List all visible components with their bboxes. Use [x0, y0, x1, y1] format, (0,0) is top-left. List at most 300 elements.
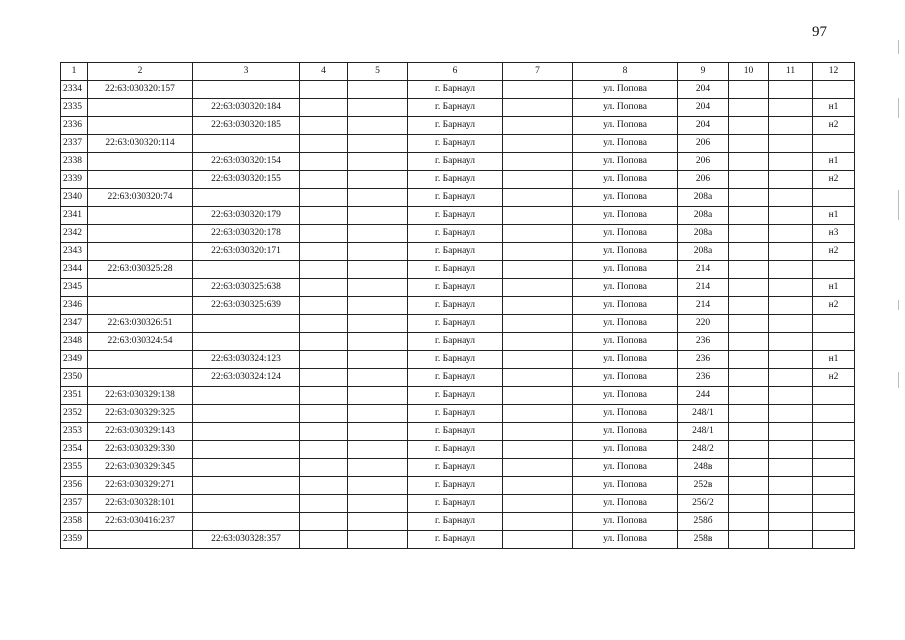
table-cell-col-7	[503, 117, 573, 135]
table-cell-col-8: ул. Попова	[573, 369, 678, 387]
column-header-5: 5	[348, 63, 408, 81]
table-cell-col-3	[193, 189, 300, 207]
table-row	[61, 531, 855, 549]
table-cell-col-5	[348, 459, 408, 477]
table-cell-col-1: 2339	[61, 171, 88, 189]
table-cell-col-10	[729, 243, 769, 261]
table-cell-col-9: 248в	[678, 459, 729, 477]
table-cell-col-9: 206	[678, 135, 729, 153]
table-cell-col-9: 256/2	[678, 495, 729, 513]
table-row	[61, 387, 855, 405]
table-cell-col-1: 2355	[61, 459, 88, 477]
table-cell-col-9: 236	[678, 333, 729, 351]
table-cell-col-3: 22:63:030328:357	[193, 531, 300, 549]
table-cell-col-1: 2350	[61, 369, 88, 387]
table-cell-col-2	[88, 153, 193, 171]
table-row	[61, 441, 855, 459]
table-cell-col-2: 22:63:030329:325	[88, 405, 193, 423]
table-cell-col-7	[503, 495, 573, 513]
table-cell-col-11	[769, 99, 813, 117]
table-cell-col-11	[769, 441, 813, 459]
table-cell-col-12	[813, 135, 855, 153]
table-cell-col-7	[503, 81, 573, 99]
table-cell-col-5	[348, 171, 408, 189]
table-cell-col-2	[88, 225, 193, 243]
table-cell-col-7	[503, 207, 573, 225]
table-cell-col-9: 208а	[678, 207, 729, 225]
table-cell-col-7	[503, 441, 573, 459]
table-cell-col-6: г. Барнаул	[408, 261, 503, 279]
table-cell-col-2	[88, 351, 193, 369]
table-cell-col-11	[769, 243, 813, 261]
table-row	[61, 405, 855, 423]
table-cell-col-2: 22:63:030416:237	[88, 513, 193, 531]
table-cell-col-2: 22:63:030329:143	[88, 423, 193, 441]
table-cell-col-7	[503, 351, 573, 369]
table-cell-col-11	[769, 207, 813, 225]
table-cell-col-4	[300, 405, 348, 423]
table-row	[61, 117, 855, 135]
table-cell-col-12	[813, 423, 855, 441]
column-header-8: 8	[573, 63, 678, 81]
table-cell-col-6: г. Барнаул	[408, 495, 503, 513]
table-cell-col-6: г. Барнаул	[408, 333, 503, 351]
table-cell-col-10	[729, 333, 769, 351]
table-cell-col-8: ул. Попова	[573, 81, 678, 99]
table-cell-col-7	[503, 513, 573, 531]
table-row	[61, 207, 855, 225]
table-row	[61, 459, 855, 477]
table-cell-col-3	[193, 477, 300, 495]
table-cell-col-7	[503, 387, 573, 405]
scan-edge-mark	[898, 98, 899, 118]
table-cell-col-12	[813, 387, 855, 405]
table-cell-col-11	[769, 513, 813, 531]
column-header-7: 7	[503, 63, 573, 81]
table-cell-col-8: ул. Попова	[573, 279, 678, 297]
table-header-row	[61, 63, 855, 81]
table-cell-col-8: ул. Попова	[573, 333, 678, 351]
table-cell-col-8: ул. Попова	[573, 189, 678, 207]
table-cell-col-10	[729, 189, 769, 207]
table-cell-col-4	[300, 369, 348, 387]
table-cell-col-3: 22:63:030320:154	[193, 153, 300, 171]
table-cell-col-6: г. Барнаул	[408, 243, 503, 261]
table-row	[61, 513, 855, 531]
table-cell-col-6: г. Барнаул	[408, 99, 503, 117]
table-cell-col-1: 2353	[61, 423, 88, 441]
table-cell-col-9: 236	[678, 369, 729, 387]
table-cell-col-8: ул. Попова	[573, 243, 678, 261]
table-row	[61, 81, 855, 99]
table-cell-col-10	[729, 369, 769, 387]
table-cell-col-9: 206	[678, 171, 729, 189]
column-header-9: 9	[678, 63, 729, 81]
table-cell-col-1: 2359	[61, 531, 88, 549]
table-cell-col-8: ул. Попова	[573, 171, 678, 189]
table-cell-col-9: 204	[678, 117, 729, 135]
table-cell-col-9: 214	[678, 279, 729, 297]
table-cell-col-8: ул. Попова	[573, 351, 678, 369]
table-cell-col-4	[300, 207, 348, 225]
table-cell-col-4	[300, 495, 348, 513]
table-cell-col-8: ул. Попова	[573, 261, 678, 279]
page-number: 97	[812, 24, 827, 40]
scan-edge-mark	[898, 190, 899, 220]
table-cell-col-4	[300, 441, 348, 459]
table-cell-col-7	[503, 477, 573, 495]
table-cell-col-6: г. Барнаул	[408, 513, 503, 531]
table-cell-col-11	[769, 279, 813, 297]
table-cell-col-2: 22:63:030328:101	[88, 495, 193, 513]
table-cell-col-11	[769, 81, 813, 99]
table-cell-col-12	[813, 513, 855, 531]
table-cell-col-11	[769, 423, 813, 441]
table-cell-col-5	[348, 81, 408, 99]
table-cell-col-7	[503, 171, 573, 189]
table-cell-col-3	[193, 333, 300, 351]
table-cell-col-2	[88, 279, 193, 297]
column-header-6: 6	[408, 63, 503, 81]
table-cell-col-11	[769, 477, 813, 495]
table-cell-col-12: н2	[813, 243, 855, 261]
table-cell-col-2: 22:63:030320:157	[88, 81, 193, 99]
table-cell-col-1: 2351	[61, 387, 88, 405]
table-cell-col-11	[769, 225, 813, 243]
table-cell-col-5	[348, 477, 408, 495]
table-cell-col-2: 22:63:030329:345	[88, 459, 193, 477]
table-cell-col-11	[769, 117, 813, 135]
table-cell-col-11	[769, 351, 813, 369]
table-row	[61, 243, 855, 261]
table-cell-col-2	[88, 531, 193, 549]
table-cell-col-1: 2338	[61, 153, 88, 171]
table-cell-col-9: 236	[678, 351, 729, 369]
table-cell-col-12	[813, 531, 855, 549]
table-cell-col-9: 248/1	[678, 405, 729, 423]
table-cell-col-8: ул. Попова	[573, 297, 678, 315]
table-cell-col-3: 22:63:030320:178	[193, 225, 300, 243]
table-cell-col-7	[503, 423, 573, 441]
table-row	[61, 135, 855, 153]
table-cell-col-1: 2345	[61, 279, 88, 297]
table-cell-col-8: ул. Попова	[573, 477, 678, 495]
table-cell-col-4	[300, 153, 348, 171]
table-cell-col-11	[769, 495, 813, 513]
table-cell-col-7	[503, 243, 573, 261]
table-cell-col-9: 214	[678, 261, 729, 279]
table-cell-col-5	[348, 423, 408, 441]
table-cell-col-10	[729, 351, 769, 369]
table-cell-col-2: 22:63:030329:271	[88, 477, 193, 495]
table-cell-col-9: 258в	[678, 531, 729, 549]
table-cell-col-10	[729, 81, 769, 99]
table-cell-col-11	[769, 261, 813, 279]
table-cell-col-4	[300, 117, 348, 135]
table-cell-col-12: н2	[813, 297, 855, 315]
table-cell-col-3	[193, 261, 300, 279]
table-cell-col-9: 220	[678, 315, 729, 333]
table-row	[61, 225, 855, 243]
table-cell-col-6: г. Барнаул	[408, 441, 503, 459]
table-cell-col-1: 2352	[61, 405, 88, 423]
table-cell-col-9: 208а	[678, 189, 729, 207]
table-cell-col-10	[729, 297, 769, 315]
table-cell-col-4	[300, 423, 348, 441]
table-cell-col-2: 22:63:030329:138	[88, 387, 193, 405]
table-cell-col-2	[88, 99, 193, 117]
table-cell-col-6: г. Барнаул	[408, 351, 503, 369]
table-row	[61, 279, 855, 297]
table-cell-col-5	[348, 99, 408, 117]
table-cell-col-11	[769, 189, 813, 207]
table-cell-col-8: ул. Попова	[573, 441, 678, 459]
table-cell-col-4	[300, 261, 348, 279]
table-cell-col-6: г. Барнаул	[408, 477, 503, 495]
table-cell-col-3: 22:63:030324:124	[193, 369, 300, 387]
table-row	[61, 477, 855, 495]
table-cell-col-6: г. Барнаул	[408, 297, 503, 315]
table-cell-col-12: н1	[813, 351, 855, 369]
table-cell-col-2	[88, 171, 193, 189]
table-cell-col-6: г. Барнаул	[408, 81, 503, 99]
table-cell-col-1: 2336	[61, 117, 88, 135]
table-row	[61, 495, 855, 513]
column-header-11: 11	[769, 63, 813, 81]
table-cell-col-3	[193, 459, 300, 477]
scan-edge-mark	[898, 300, 899, 310]
table-cell-col-4	[300, 477, 348, 495]
column-header-2: 2	[88, 63, 193, 81]
table-cell-col-10	[729, 495, 769, 513]
table-cell-col-3: 22:63:030320:155	[193, 171, 300, 189]
table-cell-col-8: ул. Попова	[573, 459, 678, 477]
table-row	[61, 351, 855, 369]
table-cell-col-3	[193, 513, 300, 531]
table-cell-col-4	[300, 225, 348, 243]
table-cell-col-7	[503, 279, 573, 297]
table-cell-col-6: г. Барнаул	[408, 387, 503, 405]
table-cell-col-4	[300, 333, 348, 351]
table-row	[61, 171, 855, 189]
table-cell-col-11	[769, 315, 813, 333]
scan-edge-mark	[898, 40, 899, 54]
table-cell-col-10	[729, 315, 769, 333]
table-row	[61, 153, 855, 171]
table-cell-col-3	[193, 405, 300, 423]
table-cell-col-6: г. Барнаул	[408, 315, 503, 333]
table-cell-col-7	[503, 459, 573, 477]
table-cell-col-8: ул. Попова	[573, 531, 678, 549]
column-header-12: 12	[813, 63, 855, 81]
table-cell-col-6: г. Барнаул	[408, 135, 503, 153]
table-cell-col-5	[348, 279, 408, 297]
table-cell-col-10	[729, 513, 769, 531]
table-cell-col-8: ул. Попова	[573, 207, 678, 225]
table-cell-col-10	[729, 405, 769, 423]
table-cell-col-8: ул. Попова	[573, 117, 678, 135]
table-cell-col-12	[813, 81, 855, 99]
table-cell-col-3	[193, 423, 300, 441]
table-cell-col-1: 2346	[61, 297, 88, 315]
table-cell-col-7	[503, 405, 573, 423]
table-cell-col-5	[348, 135, 408, 153]
table-cell-col-6: г. Барнаул	[408, 153, 503, 171]
table-cell-col-8: ул. Попова	[573, 225, 678, 243]
table-cell-col-4	[300, 81, 348, 99]
table-cell-col-5	[348, 513, 408, 531]
table-cell-col-6: г. Барнаул	[408, 405, 503, 423]
table-cell-col-5	[348, 333, 408, 351]
table-cell-col-4	[300, 315, 348, 333]
table-cell-col-6: г. Барнаул	[408, 225, 503, 243]
table-cell-col-1: 2340	[61, 189, 88, 207]
table-cell-col-9: 204	[678, 81, 729, 99]
table-cell-col-12: н2	[813, 369, 855, 387]
table-cell-col-5	[348, 405, 408, 423]
table-cell-col-7	[503, 99, 573, 117]
table-cell-col-6: г. Барнаул	[408, 369, 503, 387]
table-cell-col-1: 2349	[61, 351, 88, 369]
table-cell-col-5	[348, 387, 408, 405]
table-cell-col-6: г. Барнаул	[408, 531, 503, 549]
table-cell-col-11	[769, 531, 813, 549]
table-cell-col-11	[769, 333, 813, 351]
table-cell-col-6: г. Барнаул	[408, 189, 503, 207]
table-cell-col-8: ул. Попова	[573, 405, 678, 423]
table-cell-col-5	[348, 315, 408, 333]
table-cell-col-8: ул. Попова	[573, 423, 678, 441]
table-cell-col-3	[193, 135, 300, 153]
table-cell-col-12	[813, 405, 855, 423]
table-cell-col-4	[300, 351, 348, 369]
table-cell-col-8: ул. Попова	[573, 513, 678, 531]
table-cell-col-10	[729, 207, 769, 225]
table-cell-col-12: н1	[813, 99, 855, 117]
table-cell-col-3: 22:63:030320:179	[193, 207, 300, 225]
table-cell-col-4	[300, 297, 348, 315]
table-cell-col-5	[348, 441, 408, 459]
table-cell-col-9: 248/1	[678, 423, 729, 441]
table-cell-col-6: г. Барнаул	[408, 171, 503, 189]
table-cell-col-3	[193, 441, 300, 459]
table-cell-col-1: 2337	[61, 135, 88, 153]
table-row	[61, 369, 855, 387]
table-cell-col-9: 204	[678, 99, 729, 117]
column-header-3: 3	[193, 63, 300, 81]
table-cell-col-10	[729, 477, 769, 495]
table-cell-col-3: 22:63:030325:639	[193, 297, 300, 315]
table-cell-col-4	[300, 531, 348, 549]
table-cell-col-12: н1	[813, 153, 855, 171]
table-cell-col-2: 22:63:030326:51	[88, 315, 193, 333]
table-cell-col-7	[503, 135, 573, 153]
table-cell-col-3: 22:63:030320:171	[193, 243, 300, 261]
table-cell-col-8: ул. Попова	[573, 153, 678, 171]
table-cell-col-7	[503, 189, 573, 207]
table-cell-col-10	[729, 99, 769, 117]
table-body	[61, 63, 855, 549]
table-cell-col-5	[348, 207, 408, 225]
table-cell-col-12	[813, 477, 855, 495]
table-cell-col-5	[348, 297, 408, 315]
table-cell-col-3: 22:63:030320:184	[193, 99, 300, 117]
table-cell-col-10	[729, 171, 769, 189]
table-cell-col-4	[300, 459, 348, 477]
table-cell-col-3	[193, 81, 300, 99]
table-cell-col-1: 2344	[61, 261, 88, 279]
registry-table	[60, 62, 855, 549]
table-cell-col-2: 22:63:030325:28	[88, 261, 193, 279]
table-cell-col-12: н3	[813, 225, 855, 243]
table-cell-col-6: г. Барнаул	[408, 423, 503, 441]
table-cell-col-6: г. Барнаул	[408, 117, 503, 135]
table-cell-col-8: ул. Попова	[573, 135, 678, 153]
table-row	[61, 315, 855, 333]
table-cell-col-12	[813, 459, 855, 477]
table-cell-col-2	[88, 369, 193, 387]
column-header-10: 10	[729, 63, 769, 81]
table-cell-col-2: 22:63:030329:330	[88, 441, 193, 459]
table-cell-col-3: 22:63:030324:123	[193, 351, 300, 369]
table-cell-col-10	[729, 225, 769, 243]
table-cell-col-11	[769, 387, 813, 405]
table-cell-col-7	[503, 315, 573, 333]
table-cell-col-1: 2354	[61, 441, 88, 459]
table-cell-col-2: 22:63:030320:114	[88, 135, 193, 153]
table-cell-col-8: ул. Попова	[573, 387, 678, 405]
table-cell-col-7	[503, 261, 573, 279]
table-cell-col-9: 258б	[678, 513, 729, 531]
column-header-4: 4	[300, 63, 348, 81]
table-cell-col-12	[813, 315, 855, 333]
table-cell-col-11	[769, 459, 813, 477]
table-cell-col-11	[769, 153, 813, 171]
table-cell-col-1: 2347	[61, 315, 88, 333]
table-cell-col-9: 244	[678, 387, 729, 405]
table-cell-col-7	[503, 153, 573, 171]
table-cell-col-11	[769, 369, 813, 387]
table-cell-col-9: 214	[678, 297, 729, 315]
table-cell-col-12	[813, 261, 855, 279]
table-cell-col-2	[88, 297, 193, 315]
table-cell-col-5	[348, 243, 408, 261]
table-cell-col-1: 2348	[61, 333, 88, 351]
table-cell-col-11	[769, 297, 813, 315]
table-cell-col-7	[503, 531, 573, 549]
table-cell-col-1: 2334	[61, 81, 88, 99]
table-cell-col-3	[193, 387, 300, 405]
scan-edge-mark	[898, 372, 899, 388]
table-cell-col-9: 206	[678, 153, 729, 171]
table-cell-col-12: н2	[813, 117, 855, 135]
table-cell-col-3: 22:63:030320:185	[193, 117, 300, 135]
table-cell-col-9: 252в	[678, 477, 729, 495]
table-cell-col-1: 2342	[61, 225, 88, 243]
table-cell-col-1: 2357	[61, 495, 88, 513]
table-cell-col-9: 208а	[678, 225, 729, 243]
table-row	[61, 297, 855, 315]
table-cell-col-10	[729, 279, 769, 297]
table-cell-col-5	[348, 117, 408, 135]
table-cell-col-9: 248/2	[678, 441, 729, 459]
table-cell-col-6: г. Барнаул	[408, 279, 503, 297]
table-cell-col-8: ул. Попова	[573, 315, 678, 333]
table-cell-col-4	[300, 99, 348, 117]
column-header-1: 1	[61, 63, 88, 81]
table-cell-col-8: ул. Попова	[573, 99, 678, 117]
table-cell-col-10	[729, 531, 769, 549]
